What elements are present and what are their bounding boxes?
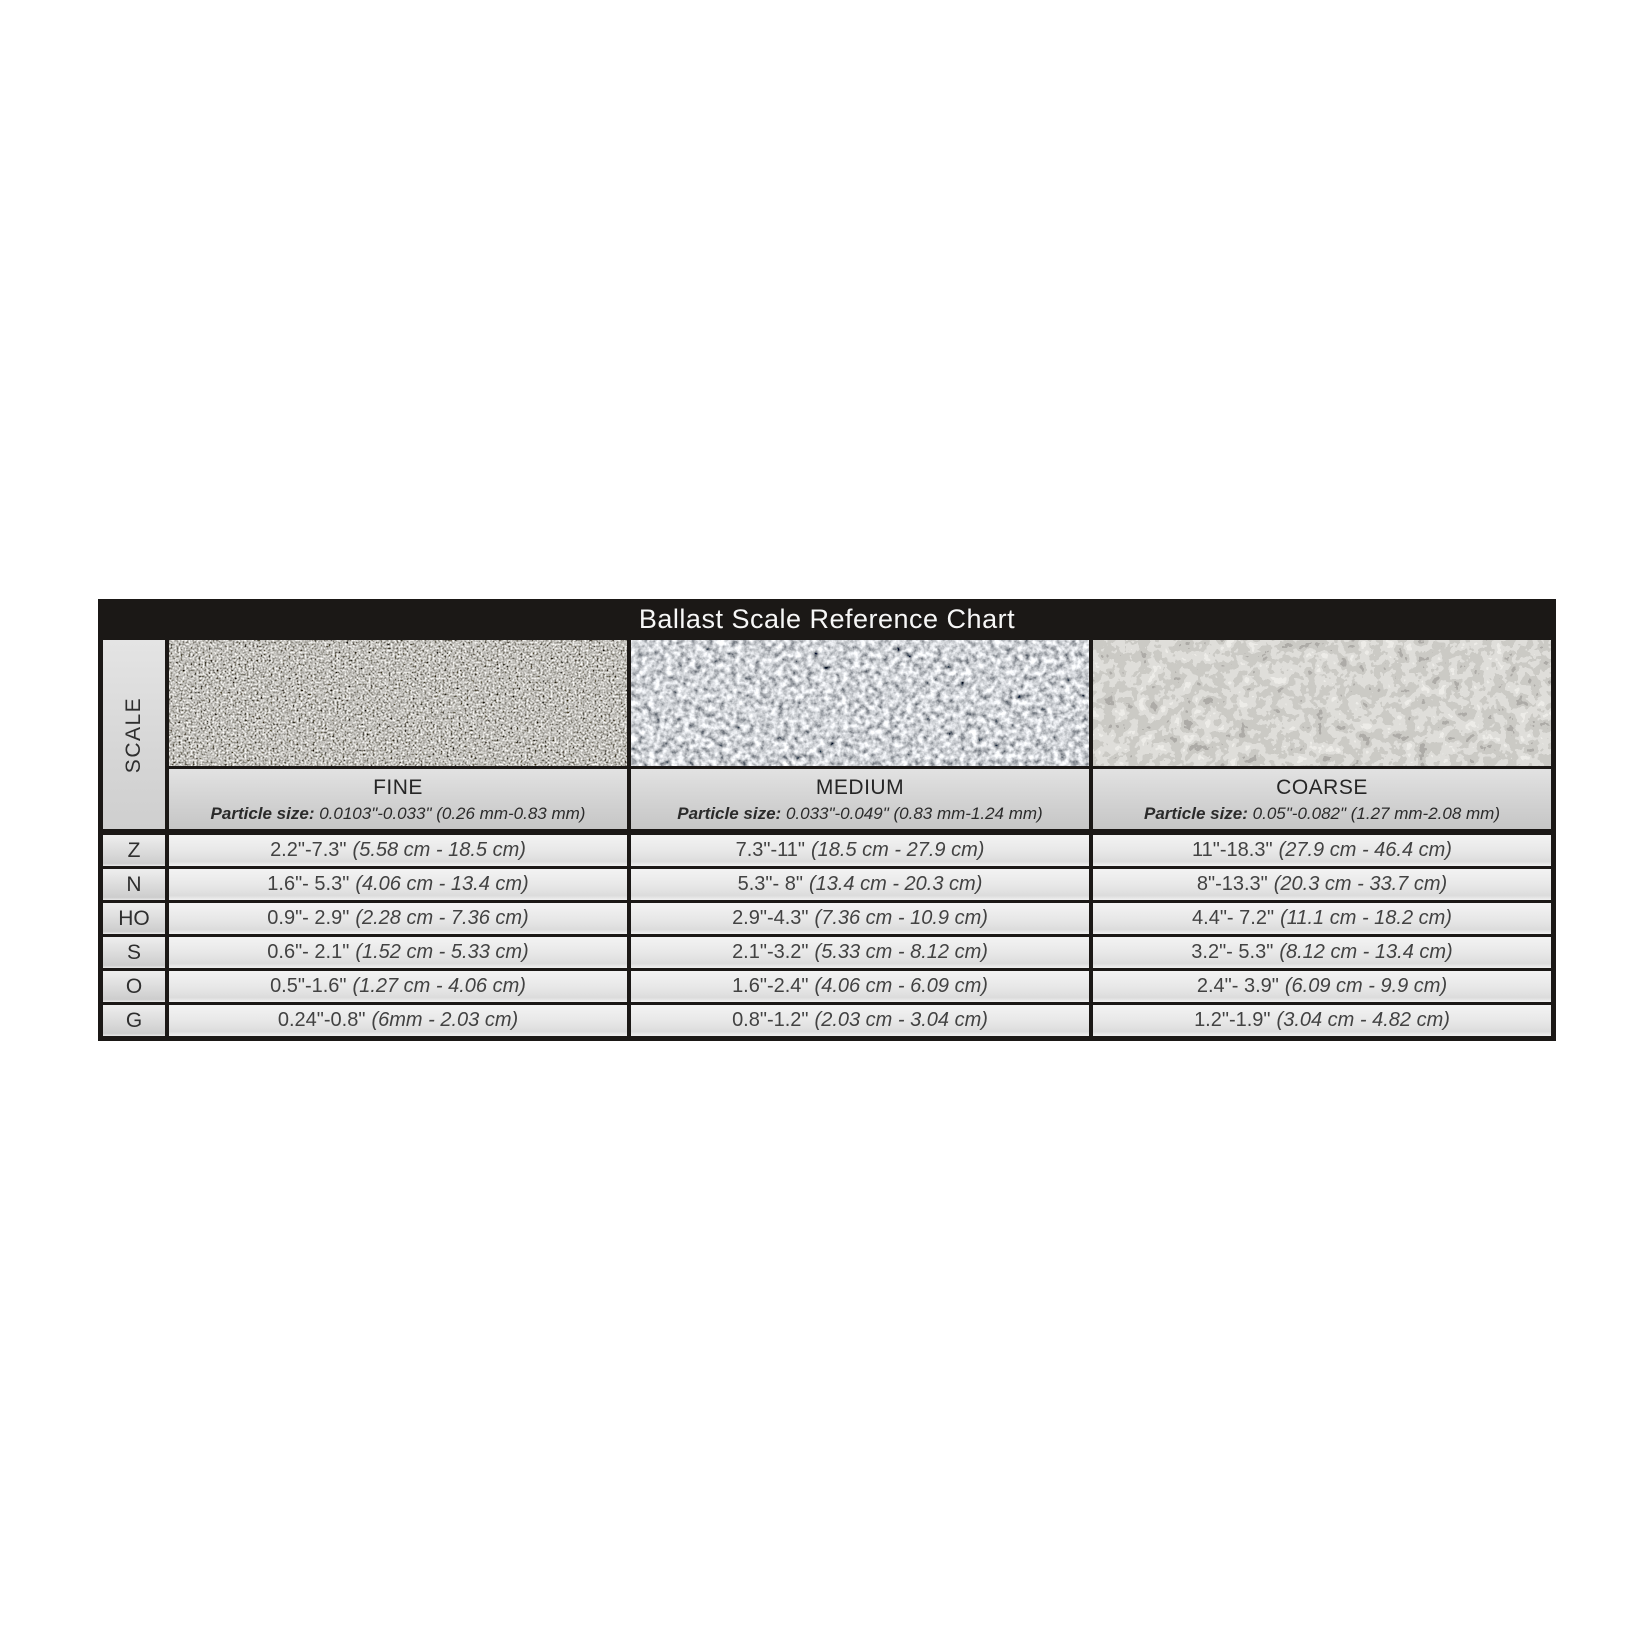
row-scale-label: HO [103, 903, 165, 934]
cell-s-coarse: 3.2"- 5.3" (8.12 cm - 13.4 cm) [1093, 937, 1551, 968]
cell-ho-fine: 0.9"- 2.9" (2.28 cm - 7.36 cm) [169, 903, 627, 934]
data-rows-section [103, 835, 1551, 1036]
fine-ballast-photo [169, 640, 627, 766]
table-row-z [103, 835, 1551, 866]
cell-s-medium: 2.1"-3.2" (5.33 cm - 8.12 cm) [631, 937, 1089, 968]
column-header-fine [169, 769, 627, 829]
particle-size-line [1093, 804, 1551, 824]
particle-size-value: 0.0103"-0.033" (0.26 mm-0.83 mm) [319, 804, 586, 823]
row-scale-label: N [103, 869, 165, 900]
column-fine [169, 640, 627, 829]
cell-ho-coarse: 4.4"- 7.2" (11.1 cm - 18.2 cm) [1093, 903, 1551, 934]
cell-g-coarse: 1.2"-1.9" (3.04 cm - 4.82 cm) [1093, 1005, 1551, 1036]
cell-ho-medium: 2.9"-4.3" (7.36 cm - 10.9 cm) [631, 903, 1089, 934]
cell-s-fine: 0.6"- 2.1" (1.52 cm - 5.33 cm) [169, 937, 627, 968]
cell-g-fine: 0.24"-0.8" (6mm - 2.03 cm) [169, 1005, 627, 1036]
column-coarse [1093, 640, 1551, 829]
ballast-scale-reference-chart [98, 599, 1556, 1041]
medium-ballast-photo [631, 640, 1089, 766]
column-name: FINE [373, 776, 423, 799]
scale-axis-cell [103, 640, 165, 829]
cell-z-fine: 2.2"-7.3" (5.58 cm - 18.5 cm) [169, 835, 627, 866]
cell-o-fine: 0.5"-1.6" (1.27 cm - 4.06 cm) [169, 971, 627, 1002]
cell-o-coarse: 2.4"- 3.9" (6.09 cm - 9.9 cm) [1093, 971, 1551, 1002]
cell-n-medium: 5.3"- 8" (13.4 cm - 20.3 cm) [631, 869, 1089, 900]
column-header-medium [631, 769, 1089, 829]
table-row-o [103, 971, 1551, 1002]
particle-size-label: Particle size: [677, 804, 782, 823]
chart-title: Ballast Scale Reference Chart [103, 599, 1551, 640]
scale-axis-label: SCALE [122, 696, 145, 773]
particle-size-label: Particle size: [1143, 804, 1248, 823]
column-name: MEDIUM [815, 776, 905, 799]
cell-z-coarse: 11"-18.3" (27.9 cm - 46.4 cm) [1093, 835, 1551, 866]
row-scale-label: G [103, 1005, 165, 1036]
column-name: COARSE [1276, 776, 1368, 799]
table-row-s [103, 937, 1551, 968]
column-medium [631, 640, 1089, 829]
table-row-g [103, 1005, 1551, 1036]
row-scale-label: S [103, 937, 165, 968]
particle-size-value: 0.05"-0.082" (1.27 mm-2.08 mm) [1252, 804, 1501, 823]
table-row-ho [103, 903, 1551, 934]
particle-size-line [631, 804, 1089, 824]
cell-n-fine: 1.6"- 5.3" (4.06 cm - 13.4 cm) [169, 869, 627, 900]
table-row-n [103, 869, 1551, 900]
cell-n-coarse: 8"-13.3" (20.3 cm - 33.7 cm) [1093, 869, 1551, 900]
particle-size-label: Particle size: [210, 804, 315, 823]
coarse-ballast-photo [1093, 640, 1551, 766]
particle-size-line [169, 804, 627, 824]
row-scale-label: O [103, 971, 165, 1002]
cell-g-medium: 0.8"-1.2" (2.03 cm - 3.04 cm) [631, 1005, 1089, 1036]
column-header-coarse [1093, 769, 1551, 829]
particle-size-value: 0.033"-0.049" (0.83 mm-1.24 mm) [785, 804, 1043, 823]
header-section [103, 640, 1551, 829]
cell-z-medium: 7.3"-11" (18.5 cm - 27.9 cm) [631, 835, 1089, 866]
row-scale-label: Z [103, 835, 165, 866]
cell-o-medium: 1.6"-2.4" (4.06 cm - 6.09 cm) [631, 971, 1089, 1002]
